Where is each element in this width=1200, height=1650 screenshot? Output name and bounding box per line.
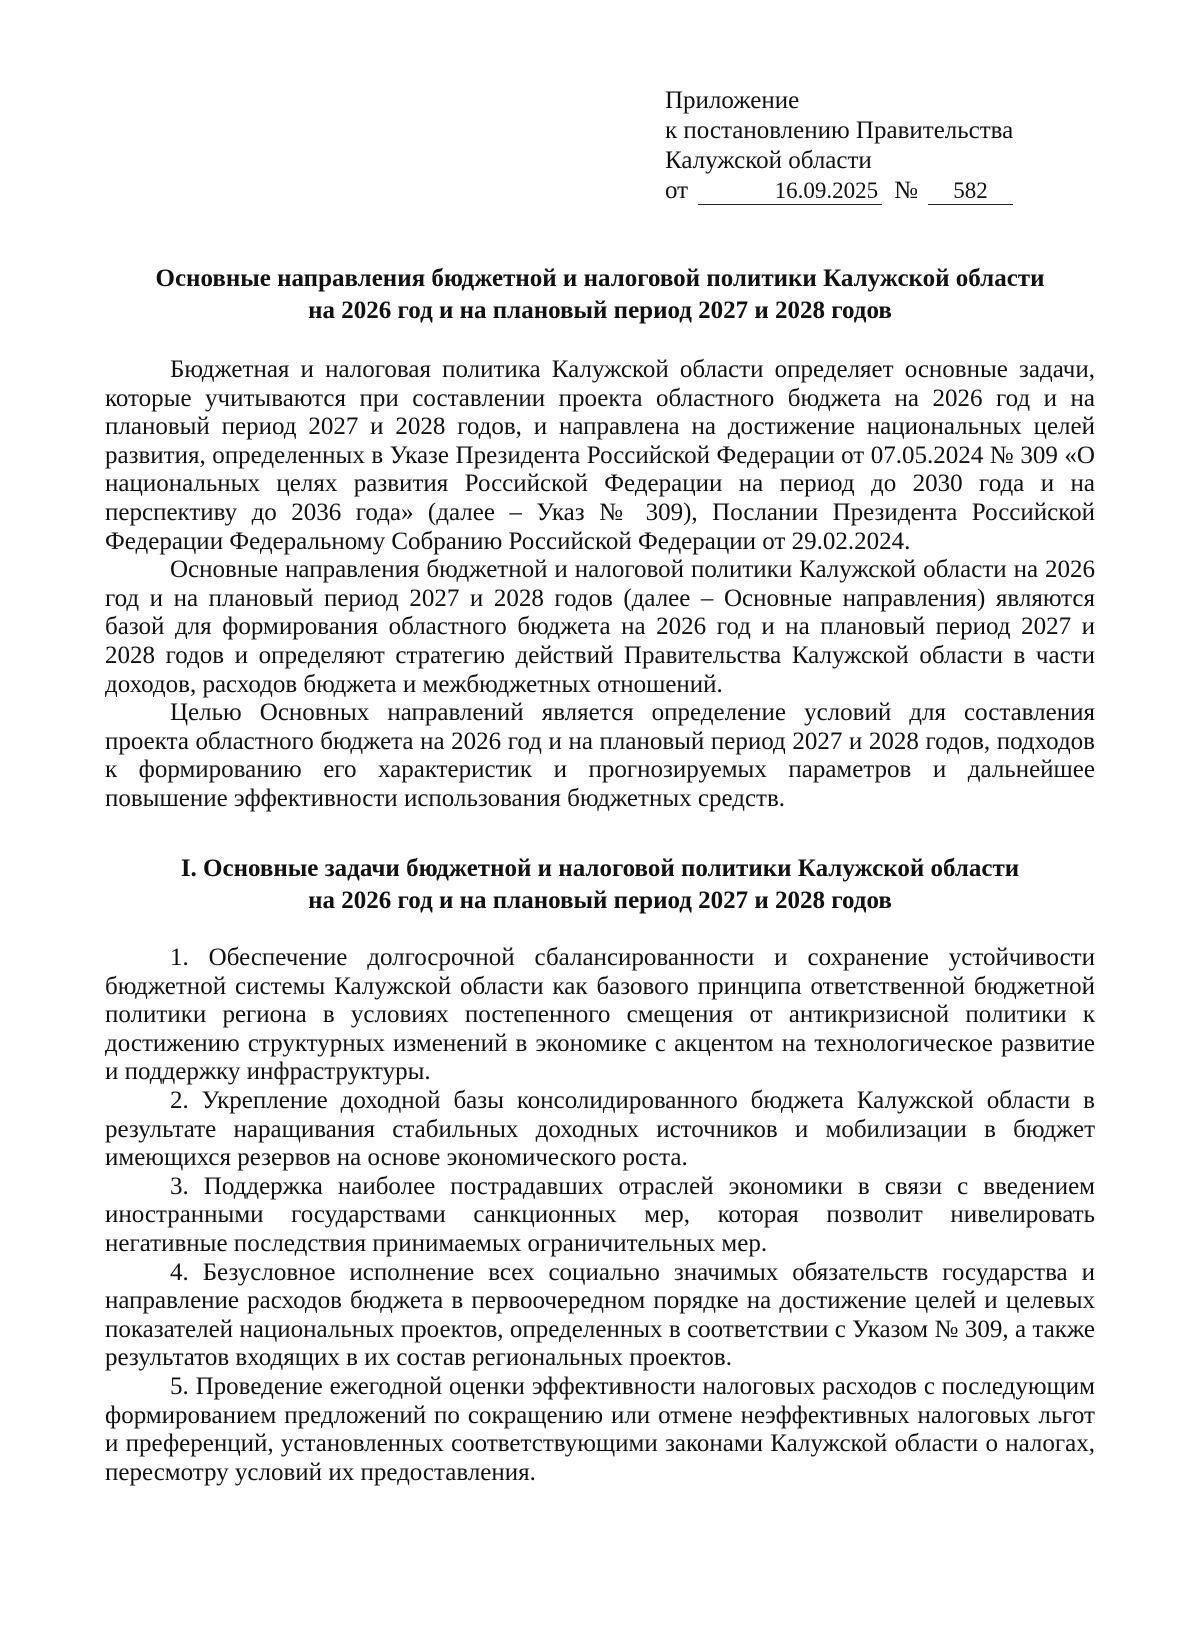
appendix-date-line xyxy=(665,176,1105,206)
appendix-resolution-label: к постановлению Правительства xyxy=(665,117,1014,144)
intro-paragraph: Целью Основных направлений является определение условий для составления проекта областного бюджета на 2026 год и на плановый период 2027 и 2028 годов, подходов к формированию его характеристик и прогнозируемых параметров и дальнейшее повышение эффективности использования бюджетных средств. xyxy=(105,699,1095,812)
intro-paragraph: Бюджетная и налоговая политика Калужской области определяет основные задачи, которые учитываются при составлении проекта областного бюджета на 2026 год и на плановый период 2027 и 2028 годов, и направлена на достижение национальных целей развития, определенных в Указе Президента Российской Федерации от 07.05.2024 № 309 «О национальных целях развития Российской Федерации на период до 2030 года и на перспективу до 2036 года» (далее – Указ № 309), Послании Президента Российской Федерации Федеральному Собранию Российской Федерации от 29.02.2024. xyxy=(105,356,1095,555)
appendix-block xyxy=(665,86,1105,206)
task-item: 5. Проведение ежегодной оценки эффективности налоговых расходов с последующим формированием предложений по сокращению или отмене неэффективных налоговых льгот и преференций, установленных соответствующими законами Калужской области о налогах, пересмотру условий их предоставления. xyxy=(105,1372,1095,1486)
document-title xyxy=(105,263,1095,327)
section-heading xyxy=(105,853,1095,917)
number-sign: № xyxy=(894,177,918,204)
task-item: 2. Укрепление доходной базы консолидированного бюджета Калужской области в результате наращивания стабильных доходных источников и мобилизации в бюджет имеющихся резервов на основе экономического роста. xyxy=(105,1086,1095,1172)
section-heading-line-1: I. Основные задачи бюджетной и налоговой политики Калужской области xyxy=(180,855,1020,882)
appendix-region-label: Калужской области xyxy=(665,147,872,174)
intro-section xyxy=(105,356,1095,814)
tasks-section xyxy=(105,944,1095,1487)
intro-paragraph: Основные направления бюджетной и налоговой политики Калужской области на 2026 год и на плановый период 2027 и 2028 годов (далее – Основные направления) являются базой для формирования областного бюджета на 2026 год и на плановый период 2027 и 2028 годов и определяют стратегию действий Правительства Калужской области в части доходов, расходов бюджета и межбюджетных отношений. xyxy=(105,556,1095,698)
section-heading-line-2: на 2026 год и на плановый период 2027 и 2028 годов xyxy=(308,887,892,914)
task-item: 4. Безусловное исполнение всех социально значимых обязательств государства и направление расходов бюджета в первоочередном порядке на достижение целей и целевых показателей национальных проектов, определенных в соответствии с Указом № 309, а также результатов входящих в их состав региональных проектов. xyxy=(105,1258,1095,1372)
from-label: от xyxy=(665,177,689,204)
appendix-label: Приложение xyxy=(665,87,800,114)
task-item: 1. Обеспечение долгосрочной сбалансированности и сохранение устойчивости бюджетной системы Калужской области как базового принципа ответственной бюджетной политики региона в условиях постепенного смещения от антикризисной политики к достижению структурных изменений в экономике с акцентом на технологическое развитие и поддержку инфраструктуры. xyxy=(105,944,1095,1086)
document-title-line-1: Основные направления бюджетной и налоговой политики Калужской области xyxy=(155,265,1045,292)
task-item: 3. Поддержка наиболее пострадавших отраслей экономики в связи с введением иностранными государствами санкционных мер, которая позволит нивелировать негативные последствия принимаемых ограничительных мер. xyxy=(105,1172,1095,1257)
document-title-line-2: на 2026 год и на плановый период 2027 и 2028 годов xyxy=(308,297,892,324)
resolution-number: 582 xyxy=(928,178,1013,205)
resolution-date: 16.09.2025 xyxy=(698,178,882,205)
